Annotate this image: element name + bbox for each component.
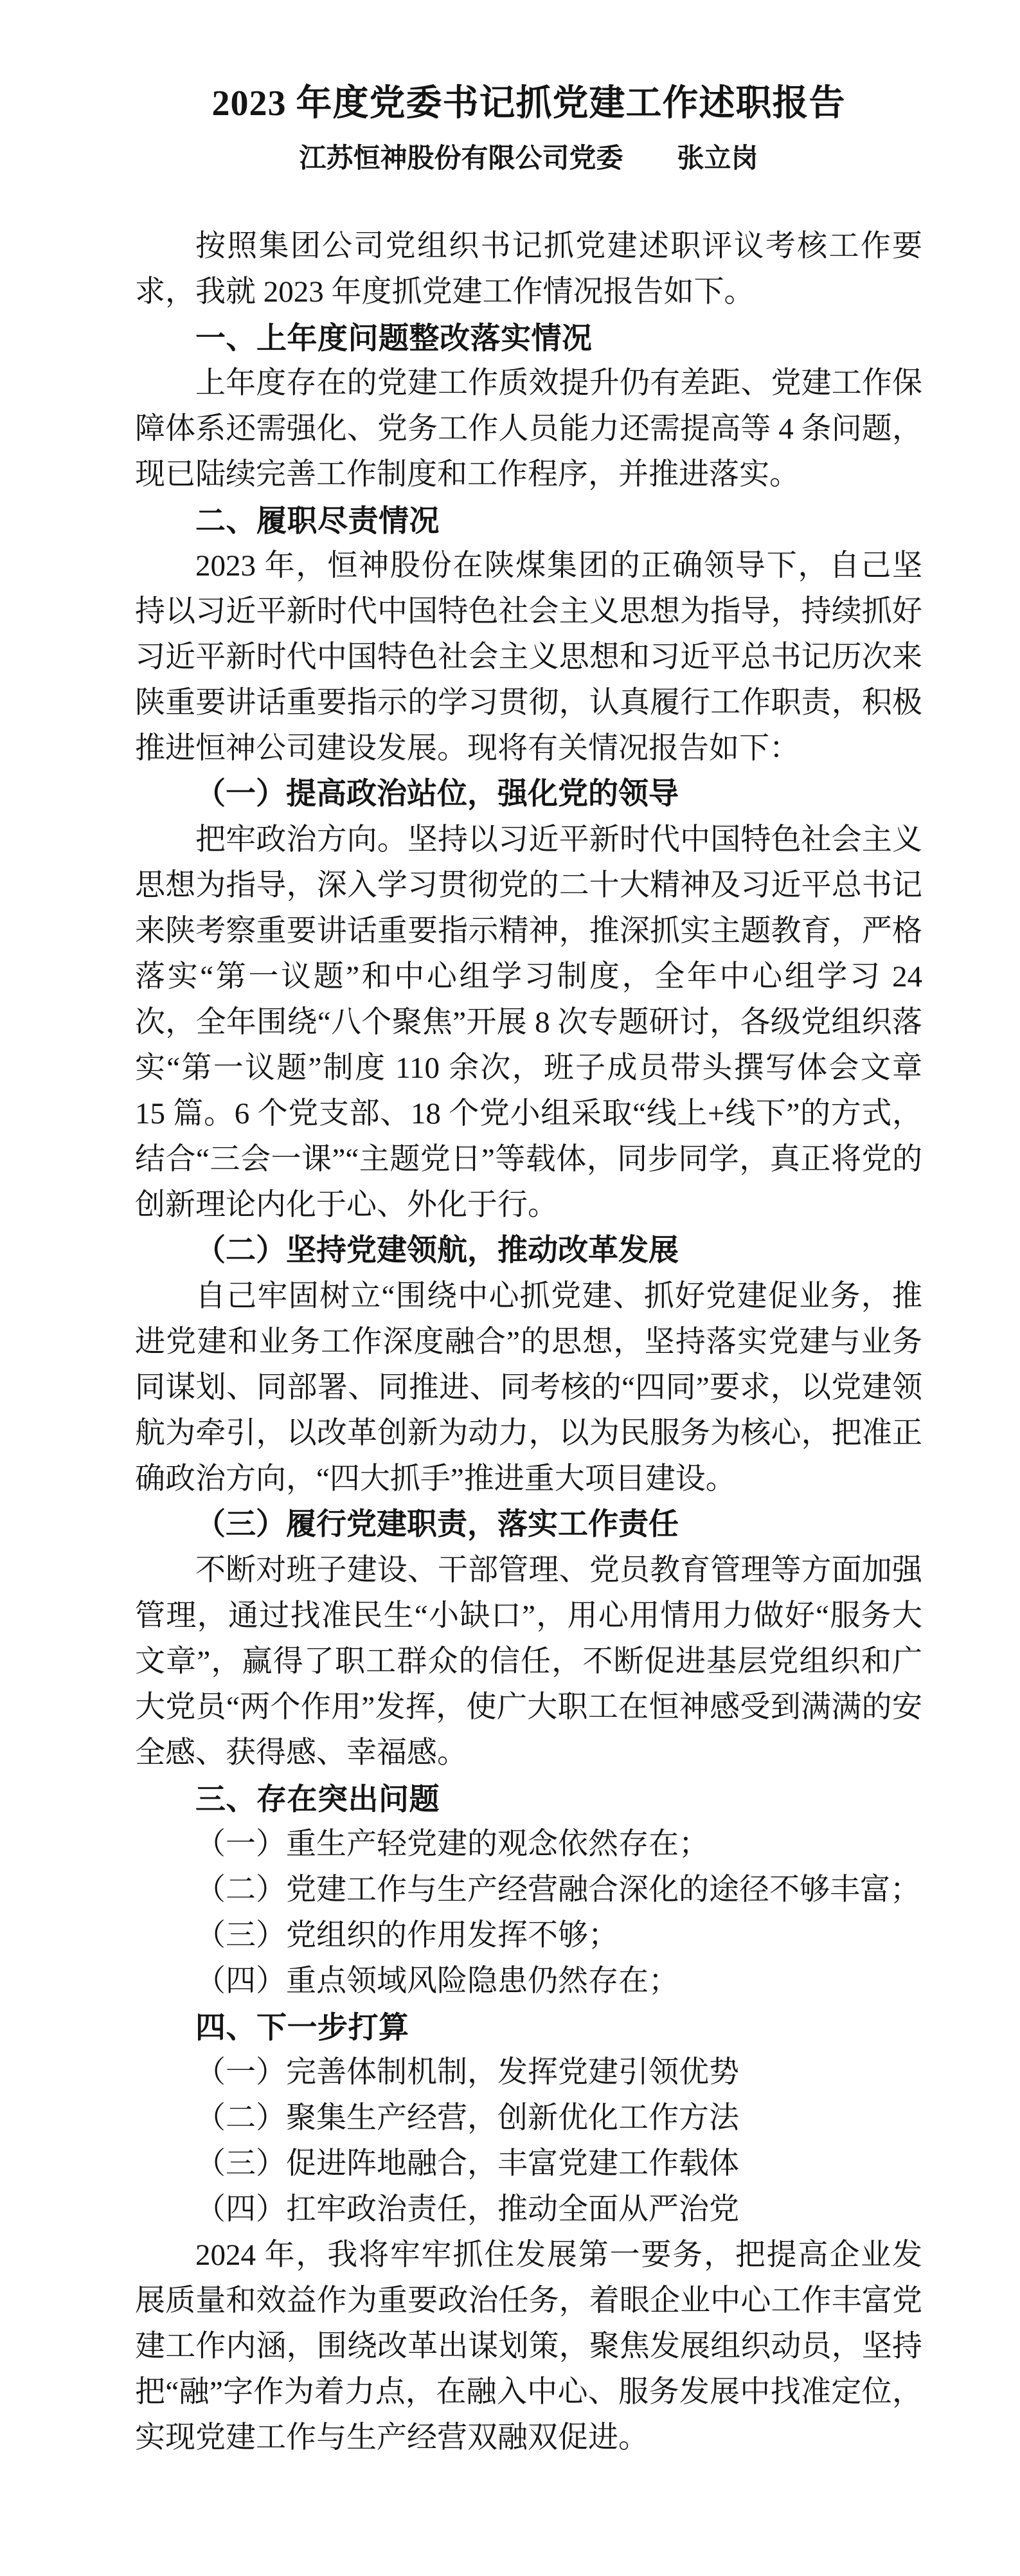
- list-item: （三）促进阵地融合，丰富党建工作载体: [195, 2147, 739, 2181]
- document-byline: 江苏恒神股份有限公司党委 张立岗: [299, 144, 758, 174]
- paragraph: 自己牢固树立“围绕中心抓党建、抓好党建促业务，推进党建和业务工作深度融合”的思想，坚持落实党建与业务同谋划、同部署、同推进、同考核的“四同”要求，以党建领航为牵引，以改革创新为动力，以为民服务为核心，把准正确政治方向，“四大抓手”推进重大项目建设。: [135, 1280, 923, 1496]
- paragraph: 上年度存在的党建工作质效提升仍有差距、党建工作保障体系还需强化、党务工作人员能力还需提高等 4 条问题，现已陆续完善工作制度和工作程序，并推进落实。: [135, 367, 922, 492]
- section-heading: 四、下一步打算: [195, 2010, 409, 2045]
- section-heading: 一、上年度问题整改落实情况: [195, 321, 593, 356]
- section-heading: 二、履职尽责情况: [195, 503, 440, 538]
- list-item: （一）完善体制机制，发挥党建引领优势: [195, 2056, 739, 2090]
- section-heading: 三、存在突出问题: [195, 1782, 440, 1817]
- document-title: 2023 年度党委书记抓党建工作述职报告: [211, 84, 846, 123]
- list-item: （二）聚集生产经营，创新优化工作方法: [195, 2101, 739, 2136]
- list-item: （四）扛牢政治责任，推动全面从严治党: [195, 2193, 739, 2227]
- paragraph: 2024 年，我将牢牢抓住发展第一要务，把提高企业发展质量和效益作为重要政治任务，着眼企业中心工作丰富党建工作内涵，围绕改革出谋划策，聚焦发展组织动员，坚持把“融”字作为着力点，在融入中心、服务发展中找准定位，实现党建工作与生产经营双融双促进。: [135, 2238, 922, 2455]
- paragraph: 按照集团公司党组织书记抓党建述职评议考核工作要求，我就 2023 年度抓党建工作情况报告如下。: [135, 230, 922, 309]
- paragraph: 2023 年，恒神股份在陕煤集团的正确领导下，自己坚持以习近平新时代中国特色社会主义思想为指导，持续抓好习近平新时代中国特色社会主义思想和习近平总书记历次来陕重要讲话重要指示的学习贯彻，认真履行工作职责，积极推进恒神公司建设发展。现将有关情况报告如下：: [135, 549, 922, 766]
- paragraph: 不断对班子建设、干部管理、党员教育管理等方面加强管理，通过找准民生“小缺口”，用心用情用力做好“服务大文章”，赢得了职工群众的信任，不断促进基层党组织和广大党员“两个作用”发挥，使广大职工在恒神感受到满满的安全感、获得感、幸福感。: [135, 1554, 922, 1770]
- document-body: [135, 224, 922, 2461]
- list-item: （三）党组织的作用发挥不够；: [195, 1919, 618, 1953]
- subsection-heading: （一）提高政治站位，强化党的领导: [195, 777, 679, 812]
- list-item: （一）重生产轻党建的观念依然存在；: [195, 1828, 709, 1862]
- subsection-heading: （二）坚持党建领航，推动改革发展: [195, 1234, 679, 1268]
- list-item: （四）重点领域风险隐患仍然存在；: [195, 1964, 679, 1999]
- paragraph: 把牢政治方向。坚持以习近平新时代中国特色社会主义思想为指导，深入学习贯彻党的二十大精神及习近平总书记来陕考察重要讲话重要指示精神，推深抓实主题教育，严格落实“第一议题”和中心组学习制度，全年中心组学习 24 次，全年围绕“八个聚焦”开展 8 次专题研讨，各级党组织落实“第一议题”制度 110 余次，班子成员带头撰写体会文章 15 篇。6 个党支部、18 个党小组采取“线上+线下”的方式，结合“三会一课”“主题党日”等载体，同步同学，真正将党的创新理论内化于心、外化于行。: [135, 823, 922, 1222]
- subsection-heading: （三）履行党建职责，落实工作责任: [195, 1508, 679, 1542]
- list-item: （二）党建工作与生产经营融合深化的途径不够丰富；: [195, 1873, 920, 1907]
